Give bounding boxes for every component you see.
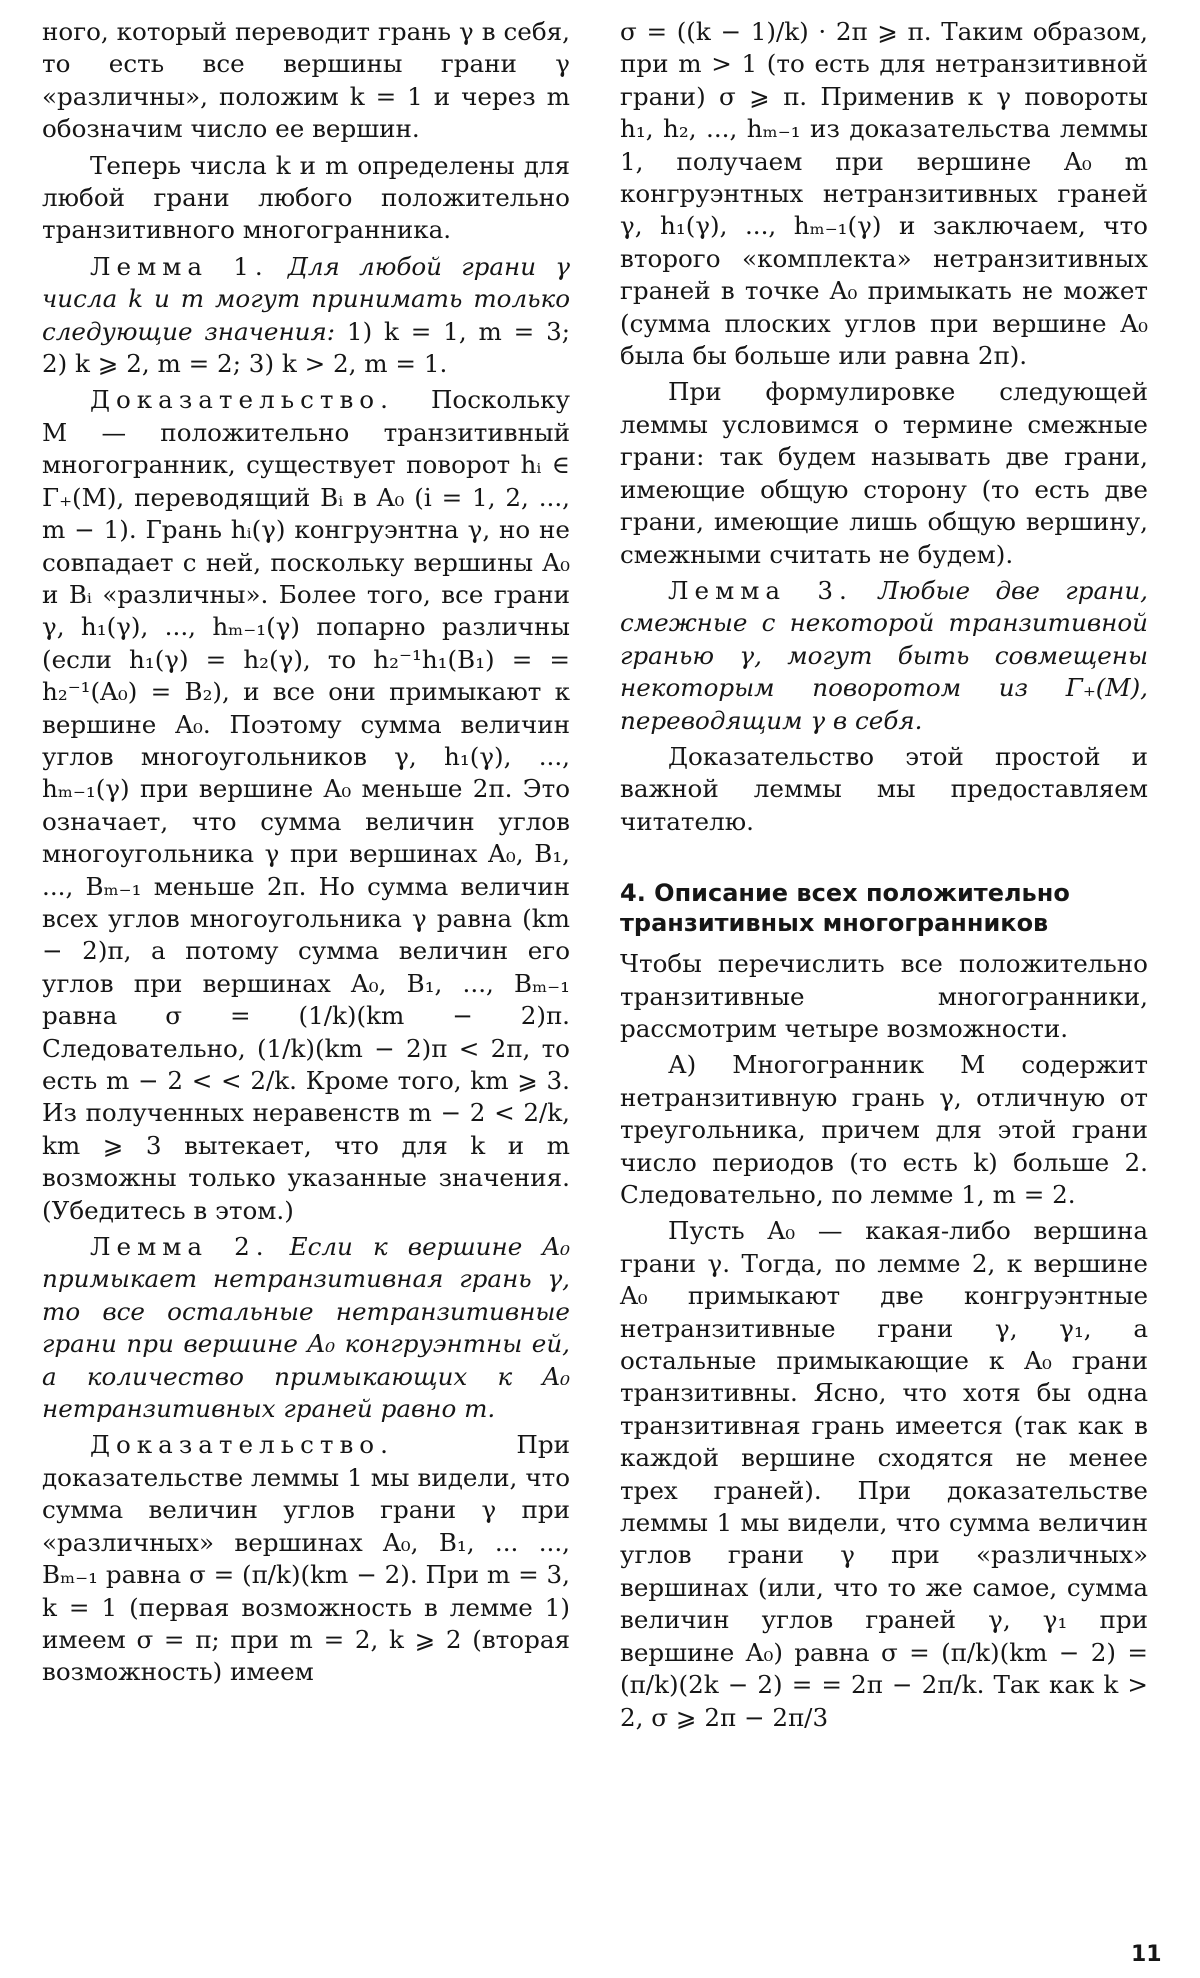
right-column [620, 16, 1148, 1738]
paragraph: Доказательство этой простой и важной леммы мы предоставляем читателю. [620, 741, 1148, 836]
lemma-label: Лемма 1. [90, 251, 269, 281]
proof-text: Поскольку M — положительно транзитивный многогранник, существует поворот hᵢ ∈ Γ₊(M), переводящий Bᵢ в A₀ (i = 1, 2, ..., m − 1). Грань hᵢ(γ) конгруэнтна γ, но не совпадает с ней, поскольку вершины A₀ и Bᵢ «различны». Более того, все грани γ, h₁(γ), ..., hₘ₋₁(γ) попарно различны (если h₁(γ) = h₂(γ), то h₂⁻¹h₁(B₁) = = h₂⁻¹(A₀) = B₂), и все они примыкают к вершине A₀. Поэтому сумма величин углов многоугольников γ, h₁(γ), ..., hₘ₋₁(γ) при вершине A₀ меньше 2π. Это означает, что сумма величин углов многоугольника γ при вершинах A₀, B₁, ..., Bₘ₋₁ меньше 2π. Но сумма величин всех углов многоугольника γ равна (km − 2)π, а потому сумма величин его углов при вершинах A₀, B₁, ..., Bₘ₋₁ равна σ = (1/k)(km − 2)π. Следовательно, (1/k)(km − 2)π < 2π, то есть m − 2 < < 2/k. Кроме того, km ⩾ 3. Из полученных неравенств m − 2 < 2/k, km ⩾ 3 вытекает, что для k и m возможны только указанные значения. (Убедитесь в этом.) [42, 385, 570, 1225]
lemma-statement: Любые две грани, смежные с некоторой транзитивной гранью γ, могут быть совмещены некоторым поворотом из Γ₊(M), переводящим γ в себя. [620, 575, 1148, 735]
section-heading: 4. Описание всех положительно транзитивных многогранников [620, 879, 1070, 938]
paragraph: При формулировке следующей леммы условимся о термине смежные грани: так будем называть две грани, имеющие общую сторону (то есть две грани, имеющие лишь общую вершину, смежными считать не будем). [620, 377, 1148, 569]
page-number: 11 [1131, 1942, 1162, 1967]
paragraph: ного, который переводит грань γ в себя, то есть все вершины грани γ «различны», положим k = 1 и через m обозначим число ее вершин. [42, 17, 570, 144]
lemma-label: Лемма 3. [668, 575, 853, 605]
lemma-cases: 1) k = 1, m = 3; 2) k ⩾ 2, m = 2; 3) k > 2, m = 1. [42, 316, 570, 379]
lemma-label: Лемма 2. [90, 1232, 270, 1262]
left-column [42, 16, 570, 1693]
proof-label: Доказательство. [90, 1430, 394, 1460]
proof-label: Доказательство. [90, 385, 394, 415]
paragraph: Чтобы перечислить все положительно транзитивные многогранники, рассмотрим четыре возможности. [620, 949, 1148, 1043]
lemma-statement: Для любой грани γ числа k и m могут принимать только следующие значения: [42, 251, 570, 346]
proof-paragraph [42, 384, 570, 1227]
proof-text: При доказательстве леммы 1 мы видели, что сумма величин углов грани γ при «различных» вершинах A₀, B₁, ... ..., Bₘ₋₁ равна σ = (π/k)(km − 2). При m = 3, k = 1 (первая возможность в лемме 1) имеем σ = π; при m = 2, k ⩾ 2 (вторая возможность) имеем [42, 1430, 570, 1687]
paragraph: Пусть A₀ — какая-либо вершина грани γ. Тогда, по лемме 2, к вершине A₀ примыкают две конгруэнтные нетранзитивные грани γ, γ₁, а остальные примыкающие к A₀ грани транзитивны. Ясно, что хотя бы одна транзитивная грань имеется (так как в каждой вершине сходятся не менее трех граней). При доказательстве леммы 1 мы видели, что сумма величин углов грани γ при «различных» вершинах (или, что то же самое, сумма величин углов граней γ, γ₁ при вершине A₀) равна σ = (π/k)(km − 2) = (π/k)(2k − 2) = = 2π − 2π/k. Так как k > 2, σ ⩾ 2π − 2π/3 [620, 1216, 1148, 1732]
paragraph: σ = ((k − 1)/k) · 2π ⩾ π. Таким образом, при m > 1 (то есть для нетранзитивной грани) σ ⩾ π. Применив к γ повороты h₁, h₂, ..., hₘ₋₁ из доказательства леммы 1, получаем при вершине A₀ m конгруэнтных нетранзитивных граней γ, h₁(γ), ..., hₘ₋₁(γ) и заключаем, что второго «комплекта» нетранзитивных граней в точке A₀ примыкать не может (сумма плоских углов при вершине A₀ была бы больше или равна 2π). [620, 17, 1148, 371]
proof-paragraph [42, 1429, 570, 1688]
lemma-1 [42, 251, 570, 381]
lemma-3 [620, 575, 1148, 737]
lemma-2 [42, 1231, 570, 1425]
case-a-paragraph: А) Многогранник M содержит нетранзитивную грань γ, отличную от треугольника, причем для этой грани число периодов (то есть k) больше 2. Следовательно, по лемме 1, m = 2. [620, 1050, 1148, 1209]
lemma-statement: Если к вершине A₀ примыкает нетранзитивная грань γ, то все остальные нетранзитивные грани при вершине A₀ конгруэнтны ей, а количество примыкающих к A₀ нетранзитивных граней равно m. [42, 1232, 570, 1424]
paragraph: Теперь числа k и m определены для любой грани любого положительно транзитивного многогранника. [42, 150, 570, 245]
